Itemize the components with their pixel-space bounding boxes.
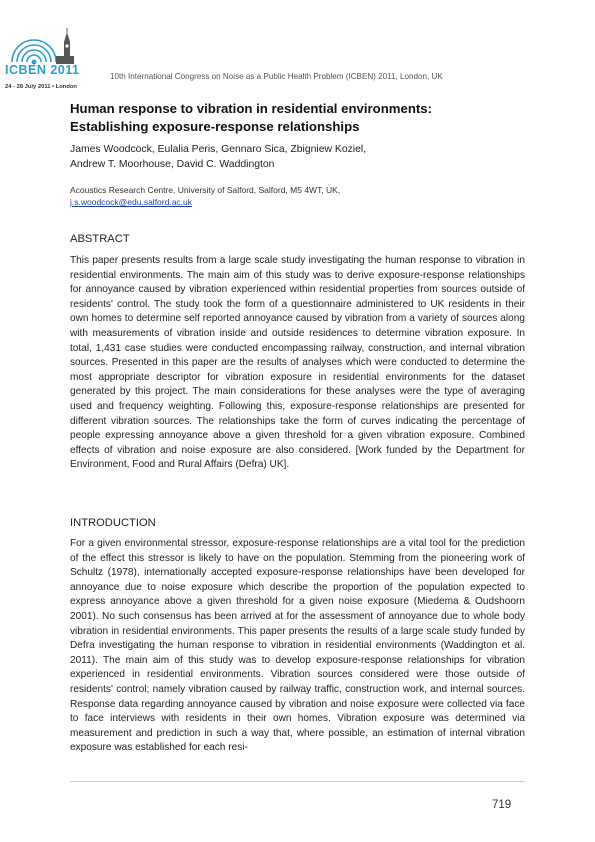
abstract-text: This paper presents results from a large scale study investigating the human response to vibration in residential environments. The main aim of this study was to derive exposure-response relationships for annoyance caused by vibration experienced within residential properties from sources outside of residents' control. The study took the form of a questionnaire administered to UK residents in their own homes to determine self reported annoyance caused by vibration from a variety of sources along with measurements of vibration inside and outside residences to determine vibration exposure. In total, 1,431 case studies were conducted encompassing railway, construction, and internal vibration sources. Presented in this paper are the results of analyses which were conducted to determine the most appropriate descriptor for vibration exposure in residential environments for the dataset generated by this project. The main considerations for these analyses were the type of averaging used and frequency weighting. Following this, exposure-response relationships are presented for different vibration sources. The relationships take the form of curves indicating the percentage of people expressing annoyance above a given threshold for a given vibration exposure. Combined effects of vibration and noise exposure are also considered. [Work funded by the Department for Environment, Food and Rural Affairs (Defra) UK]. bbox=[70, 255, 525, 471]
author-email-link[interactable]: j.s.woodcock@edu.salford.ac.uk bbox=[70, 197, 193, 207]
authors-line-1: James Woodcock, Eulalia Peris, Gennaro Sica, Zbigniew Koziel, bbox=[70, 144, 367, 155]
authors-line-2: Andrew T. Moorhouse, David C. Waddington bbox=[70, 158, 275, 170]
footer-divider bbox=[70, 781, 525, 782]
running-header: 10th International Congress on Noise as a Public Health Problem (ICBEN) 2011, London, UK bbox=[110, 72, 443, 81]
affiliation-block bbox=[70, 184, 510, 208]
introduction-text: For a given environmental stressor, exposure-response relationships are a vital tool for the prediction of the effect this stressor is likely to have on the population. Stemming from the pioneering work of Schultz (1978), internationally accepted exposure-response relationships have been developed for annoyance due to noise exposure which describe the proportion of the population expected to express annoyance above a given threshold for a given noise exposure (Miedema & Oudshoorn 2001). No such consensus has been arrived at for the assessment of annoyance due to whole body vibration in residential environments. This paper presents the results of a large scale study funded by Defra investigating the human response to vibration in residential environments (Waddington et al. 2011). The main aim of this study was to develop exposure-response relationships for vibration experienced in residential environments. Vibration sources considered were those outside of residents' control; namely vibration caused by railway traffic, construction work, and internal sources. Response data regarding annoyance caused by vibration and noise exposure were collected via face to face interviews with residents in their own homes. Vibration exposure was determined via measurement and prediction in such a way that, where possible, an estimation of internal vibration exposure was established for each resi- bbox=[70, 538, 525, 754]
title-line-1: Human response to vibration in residential environments: bbox=[70, 101, 432, 116]
title-line-2: Establishing exposure-response relationships bbox=[70, 119, 360, 134]
paper-title bbox=[70, 100, 540, 136]
introduction-heading: INTRODUCTION bbox=[70, 517, 156, 529]
logo-wordmark: ICBEN 2011 bbox=[5, 63, 80, 77]
author-list bbox=[70, 143, 490, 172]
page-number: 719 bbox=[492, 799, 512, 811]
logo-dates: 24 - 28 July 2011 • London bbox=[5, 84, 77, 90]
affiliation: Acoustics Research Centre, University of Salford, Salford, M5 4WT, UK, bbox=[70, 185, 341, 195]
abstract-heading: ABSTRACT bbox=[70, 233, 130, 245]
